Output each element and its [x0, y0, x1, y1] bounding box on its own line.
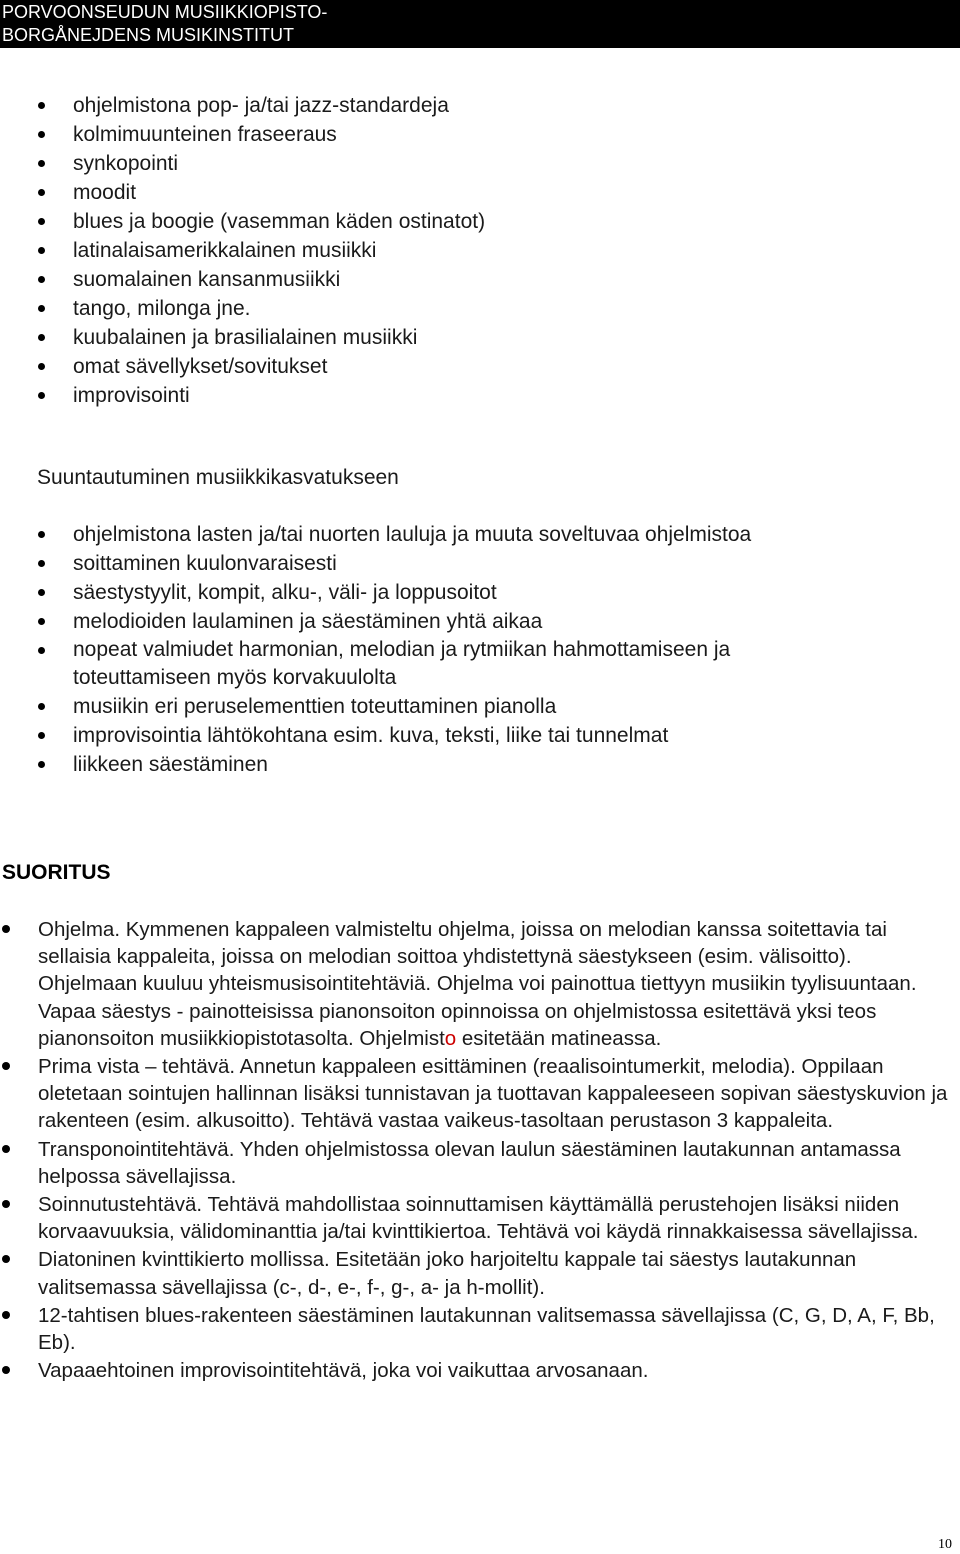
bullet-icon	[38, 334, 45, 341]
list-item-text: Vapaaehtoinen improvisointitehtävä, joka voi vaikuttaa arvosanaan.	[38, 1359, 649, 1383]
list-item	[0, 265, 960, 294]
bullet-icon	[38, 589, 45, 596]
bullet-icon	[2, 1145, 10, 1153]
bullet-icon	[38, 189, 45, 196]
bullet-icon	[2, 1062, 10, 1070]
list-item-text: ohjelmistona pop- ja/tai jazz-standardeja	[73, 94, 449, 117]
list-item-text: blues ja boogie (vasemman käden ostinatot)	[73, 210, 486, 233]
bullet-icon	[38, 703, 45, 710]
list-item-text: soittaminen kuulonvaraisesti	[73, 552, 337, 575]
list-item	[0, 1191, 960, 1245]
list-item	[0, 120, 960, 149]
list-item	[0, 352, 960, 381]
highlighted-letter: o	[444, 1026, 457, 1050]
bullet-icon	[38, 392, 45, 399]
list-item	[0, 381, 960, 410]
list-item	[0, 1053, 960, 1135]
bullet-icon	[38, 102, 45, 109]
list-item-text: Prima vista – tehtävä. Annetun kappaleen esittäminen (reaalisointumerkit, melodia). Oppilaan oletetaan sointujen hallinnan lisäksi tunnistavan ja tuottavan kappaleeseen sopivan säestyskuvion ja rakenteen (esim. alkusoitto). Tehtävä vastaa vaikeus-tasoltaan perustason 3 kappaleita.	[38, 1055, 948, 1133]
list-item	[0, 636, 960, 692]
bullet-icon	[38, 247, 45, 254]
list-item-text: improvisointi	[73, 384, 190, 407]
list-item-text: Ohjelma. Kymmenen kappaleen valmisteltu ohjelma, joissa on melodian kanssa soitettavia tai sellaisia kappaleita, joissa on melodian soittoa yhdistettynä säestykseen (esim. välisoitto). Ohjelmaan kuuluu yhteismusisointitehtäviä. Ohjelma voi painottua tiettyyn musiikin tyylisuuntaan. Vapaa säestys - painotteisissa pianonsoiton opinnoissa on ohjelmistossa esitettävä yksi teos pianonsoiton musiikkiopistotasolta. Ohjelmist	[38, 918, 917, 1050]
list-item	[0, 149, 960, 178]
list-item	[0, 294, 960, 323]
bullet-icon	[2, 1255, 10, 1263]
list-item-text: säestystyylit, kompit, alku-, väli- ja loppusoitot	[73, 581, 497, 604]
header-line-1: PORVOONSEUDUN MUSIIKKIOPISTO-	[2, 2, 328, 22]
bullet-icon	[38, 160, 45, 167]
bullet-icon	[38, 618, 45, 625]
bullet-icon	[38, 131, 45, 138]
list-item	[0, 549, 960, 578]
bullet-icon	[38, 276, 45, 283]
list-item	[0, 721, 960, 750]
list-item-text-tail: esitetään matineassa.	[456, 1026, 662, 1050]
list-item-text: suomalainen kansanmusiikki	[73, 268, 341, 291]
bullet-icon	[2, 925, 10, 933]
list-item	[0, 1136, 960, 1190]
header-line-2: BORGÅNEJDENS MUSIKINSTITUT	[2, 25, 295, 45]
list-item	[0, 207, 960, 236]
list-item-text: liikkeen säestäminen	[73, 753, 268, 776]
list-item-text: omat sävellykset/sovitukset	[73, 355, 328, 378]
list-item	[0, 750, 960, 779]
list-item-text: kolmimuunteinen fraseeraus	[73, 123, 337, 146]
list-item-text: nopeat valmiudet harmonian, melodian ja rytmiikan hahmottamiseen ja toteuttamiseen myös korvakuulolta	[73, 638, 731, 689]
list-item-text: Diatoninen kvinttikierto mollissa. Esitetään joko harjoiteltu kappale tai säestys lautakunnan valitsemassa sävellajissa (c-, d-, e-, f-, g-, a- ja h-mollit).	[38, 1248, 857, 1299]
list-item-text: kuubalainen ja brasilialainen musiikki	[73, 326, 418, 349]
list-item-text: synkopointi	[73, 152, 179, 175]
list-item	[0, 323, 960, 352]
page-number: 10	[938, 1537, 952, 1552]
bullet-icon	[38, 363, 45, 370]
list-item-text: Transponointitehtävä. Yhden ohjelmistossa olevan laulun säestäminen lautakunnan antamassa helpossa sävellajissa.	[38, 1137, 901, 1188]
list-item-text: melodioiden laulaminen ja säestäminen yhtä aikaa	[73, 610, 543, 633]
bullet-icon	[38, 761, 45, 768]
list-item	[0, 607, 960, 636]
bullet-icon	[38, 647, 45, 654]
suoritus-heading: SUORITUS	[2, 861, 111, 884]
list-item	[0, 178, 960, 207]
list-item-text: improvisointia lähtökohtana esim. kuva, teksti, liike tai tunnelmat	[73, 724, 669, 747]
section-heading: Suuntautuminen musiikkikasvatukseen	[37, 466, 399, 489]
bullet-icon	[38, 218, 45, 225]
list-item-text: 12-tahtisen blues-rakenteen säestäminen lautakunnan valitsemassa sävellajissa (C, G, D, A, F, Bb, Eb).	[38, 1303, 935, 1355]
list-item	[0, 1246, 960, 1300]
list-item-text: moodit	[73, 181, 137, 204]
bullet-icon	[38, 305, 45, 312]
list-item	[0, 1357, 960, 1384]
list-item	[0, 578, 960, 607]
education-content-list	[0, 520, 960, 779]
list-item	[0, 916, 960, 1052]
list-item	[0, 1302, 960, 1356]
list-item-text: musiikin eri peruselementtien toteuttaminen pianolla	[73, 695, 557, 718]
bullet-icon	[38, 732, 45, 739]
bullet-icon	[38, 531, 45, 538]
page-header	[0, 0, 960, 48]
list-item-text: tango, milonga jne.	[73, 297, 251, 320]
list-item-text: latinalaisamerikkalainen musiikki	[73, 239, 377, 262]
list-item	[0, 236, 960, 265]
list-item	[0, 91, 960, 120]
list-item-text: Soinnutustehtävä. Tehtävä mahdollistaa soinnuttamisen käyttämällä perustehojen lisäksi niiden korvaavuuksia, välidominanttia ja/tai kvinttikiertoa. Tehtävä voi käydä rinnakkaisessa sävellajissa.	[38, 1193, 919, 1244]
bullet-icon	[2, 1311, 10, 1319]
style-content-list	[0, 91, 960, 410]
list-item	[0, 692, 960, 721]
list-item	[0, 520, 960, 549]
performance-list	[0, 916, 960, 1385]
bullet-icon	[38, 560, 45, 567]
list-item-text: ohjelmistona lasten ja/tai nuorten lauluja ja muuta soveltuvaa ohjelmistoa	[73, 523, 752, 546]
bullet-icon	[2, 1200, 10, 1208]
bullet-icon	[2, 1366, 10, 1374]
